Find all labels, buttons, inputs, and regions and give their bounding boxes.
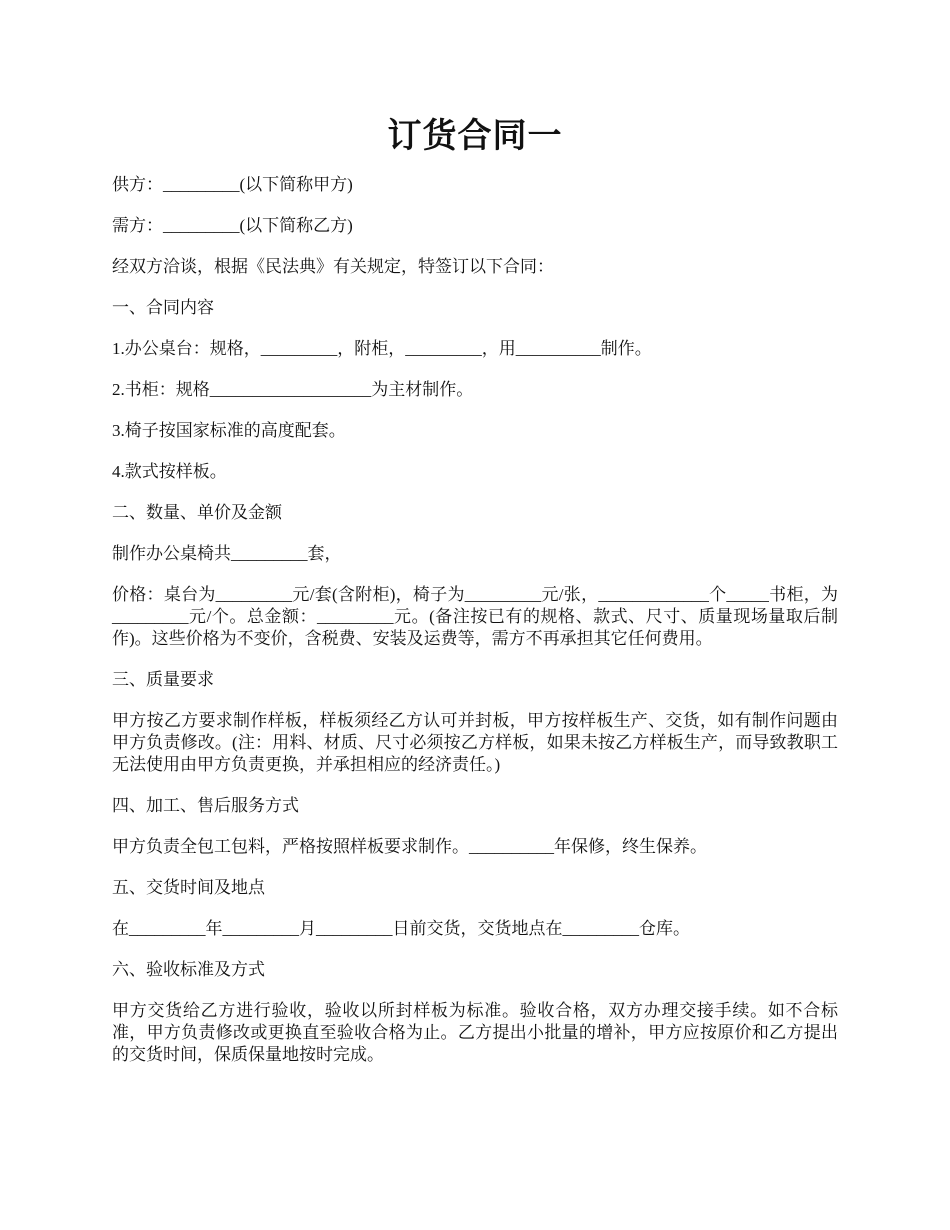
clause-bookcase: 2.书柜：规格___________________为主材制作。	[112, 380, 474, 399]
clause-delivery: 在_________年_________月_________日前交货，交货地点在_________仓库。	[112, 919, 690, 938]
supplier-line: 供方：_________(以下简称甲方)	[112, 175, 353, 194]
clause-quantity: 制作办公桌椅共_________套，	[112, 544, 342, 563]
section-heading-quality: 三、质量要求	[112, 670, 214, 689]
document-title: 订货合同一	[387, 118, 563, 155]
clause-price: 价格：桌台为_________元/套(含附柜)，椅子为_________元/张，_____________个_____书柜，为_________元/个。总金额：_________元。(备注按已有的规格、款式、尺寸、质量现场量取后制作)。这些价格为不变价，含税费、安装及运费等，需方不再承担其它任何费用。	[112, 585, 838, 648]
clause-chair: 3.椅子按国家标准的高度配套。	[112, 421, 346, 440]
clause-service: 甲方负责全包工包料，严格按照样板要求制作。__________年保修，终生保养。	[112, 837, 707, 856]
section-heading-contract-content: 一、合同内容	[112, 298, 214, 317]
section-heading-delivery: 五、交货时间及地点	[112, 878, 265, 897]
preamble: 经双方洽谈，根据《民法典》有关规定，特签订以下合同：	[112, 257, 554, 276]
section-heading-acceptance: 六、验收标准及方式	[112, 960, 265, 979]
clause-desk: 1.办公桌台：规格，_________，附柜，_________，用__________制作。	[112, 339, 652, 358]
clause-style: 4.款式按样板。	[112, 462, 227, 481]
section-heading-quantity-price: 二、数量、单价及金额	[112, 503, 282, 522]
section-heading-service: 四、加工、售后服务方式	[112, 796, 299, 815]
clause-quality: 甲方按乙方要求制作样板，样板须经乙方认可并封板，甲方按样板生产、交货，如有制作问题由甲方负责修改。(注：用料、材质、尺寸必须按乙方样板，如果未按乙方样板生产，而导致教职工无法使用由甲方负责更换，并承担相应的经济责任。)	[112, 711, 838, 774]
clause-acceptance: 甲方交货给乙方进行验收，验收以所封样板为标准。验收合格，双方办理交接手续。如不合标准，甲方负责修改或更换直至验收合格为止。乙方提出小批量的增补，甲方应按原价和乙方提出的交货时间，保质保量地按时完成。	[112, 1001, 838, 1064]
buyer-line: 需方：_________(以下简称乙方)	[112, 216, 353, 235]
